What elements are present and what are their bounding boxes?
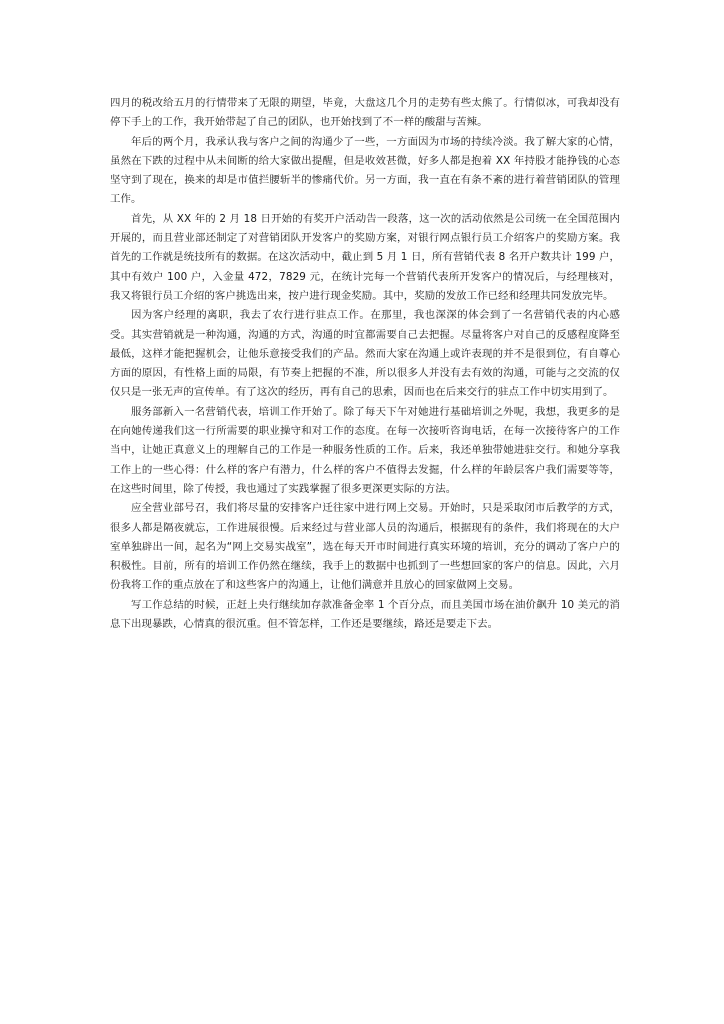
- document-page: [110, 94, 620, 634]
- paragraph-online-trading: 应全营业部号召，我们将尽量的安排客户迁往家中进行网上交易。开始时，只是采取闭市后教学的方式，很多人都是隔夜就忘，工作进展很慢。后来经过与营业部人员的沟通后，根据现有的条件，我们将现在的大户室单独辟出一间，起名为“网上交易实战室”，选在每天开市时间进行真实环境的培训，充分的调动了客户户的积极性。目前，所有的培训工作仍然在继续，我手上的数据中也抓到了一些想回家的客户的信息。因此，六月份我将工作的重点放在了和这些客户的沟通上，让他们满意并且放心的回家做网上交易。: [110, 502, 620, 592]
- paragraph-new-rep-training: 服务部新入一名营销代表，培训工作开始了。除了每天下午对她进行基础培训之外呢，我想，我更多的是在向她传递我们这一行所需要的职业操守和对工作的态度。在每一次接听咨询电话，在每一次接待客户的工作当中，让她正真意义上的理解自己的工作是一种服务性质的工作。后来，我还单独带她进驻交行。和她分享我工作上的一些心得：什么样的客户有潜力，什么样的客户不值得去发掘，什么样的年龄层客户我们需要等等，在这些时间里，除了传授，我也通过了实践掌握了很多更深更实际的方法。: [110, 405, 620, 495]
- paragraph-closing-summary: 写工作总结的时候，正赶上央行继续加存款准备金率 1 个百分点，而且美国市场在油价飙升 10 美元的消息下出现暴跌，心情真的很沉重。但不管怎样，工作还是要继续，路还是要走下去。: [110, 598, 620, 631]
- paragraph-bank-station-work: 因为客户经理的离职，我去了农行进行驻点工作。在那里，我也深深的体会到了一名营销代表的内心感受。其实营销就是一种沟通，沟通的方式，沟通的时宜都需要自己去把握。尽量将客户对自己的反感程度降至最低，这样才能把握机会，让他乐意接受我们的产品。然而大家在沟通上或许表现的并不是很到位，有自尊心方面的原因，有性格上面的局限，有节奏上把握的不准，所以很多人并没有去有效的沟通，可能与之交流的仅仅只是一张无声的宣传单。有了这次的经历，再有自己的思索，因而也在后来交行的驻点工作中切实用到了。: [110, 309, 620, 399]
- paragraph-client-communication: 年后的两个月，我承认我与客户之间的沟通少了一些，一方面因为市场的持续冷淡。我了解大家的心情，虽然在下跌的过程中从未间断的给大家做出提醒，但是收效甚微，好多人都是抱着 XX 年持股才能挣钱的心态坚守到了现在，换来的却是市值拦腰斩半的惨痛代价。另一方面，我一直在有条不紊的进行着营销团队的管理工作。: [110, 135, 620, 206]
- paragraph-account-opening-campaign: 首先，从 XX 年的 2 月 18 日开始的有奖开户活动告一段落，这一次的活动依然是公司统一在全国范围内开展的，而且营业部还制定了对营销团队开发客户的奖励方案，对银行网点银行员工介绍客户的奖励方案。我首先的工作就是统技所有的数据。在这次活动中，截止到 5 月 1 日，所有营销代表 8 名开户数共计 199 户，其中有效户 100 户，入金量 472，7829 元，在统计完每一个营销代表所开发客户的情况后，与经理核对，我又将银行员工介绍的客户挑选出来，按户进行现金奖励。其中，奖励的发放工作已经和经理共同发放完毕。: [110, 212, 620, 302]
- paragraph-tax-reform-intro: 四月的税改给五月的行情带来了无限的期望，毕竟，大盘这几个月的走势有些太熊了。行情似冰，可我却没有停下手上的工作，我开始带起了自己的团队，也开始找到了不一样的酸甜与苦辣。: [110, 97, 620, 129]
